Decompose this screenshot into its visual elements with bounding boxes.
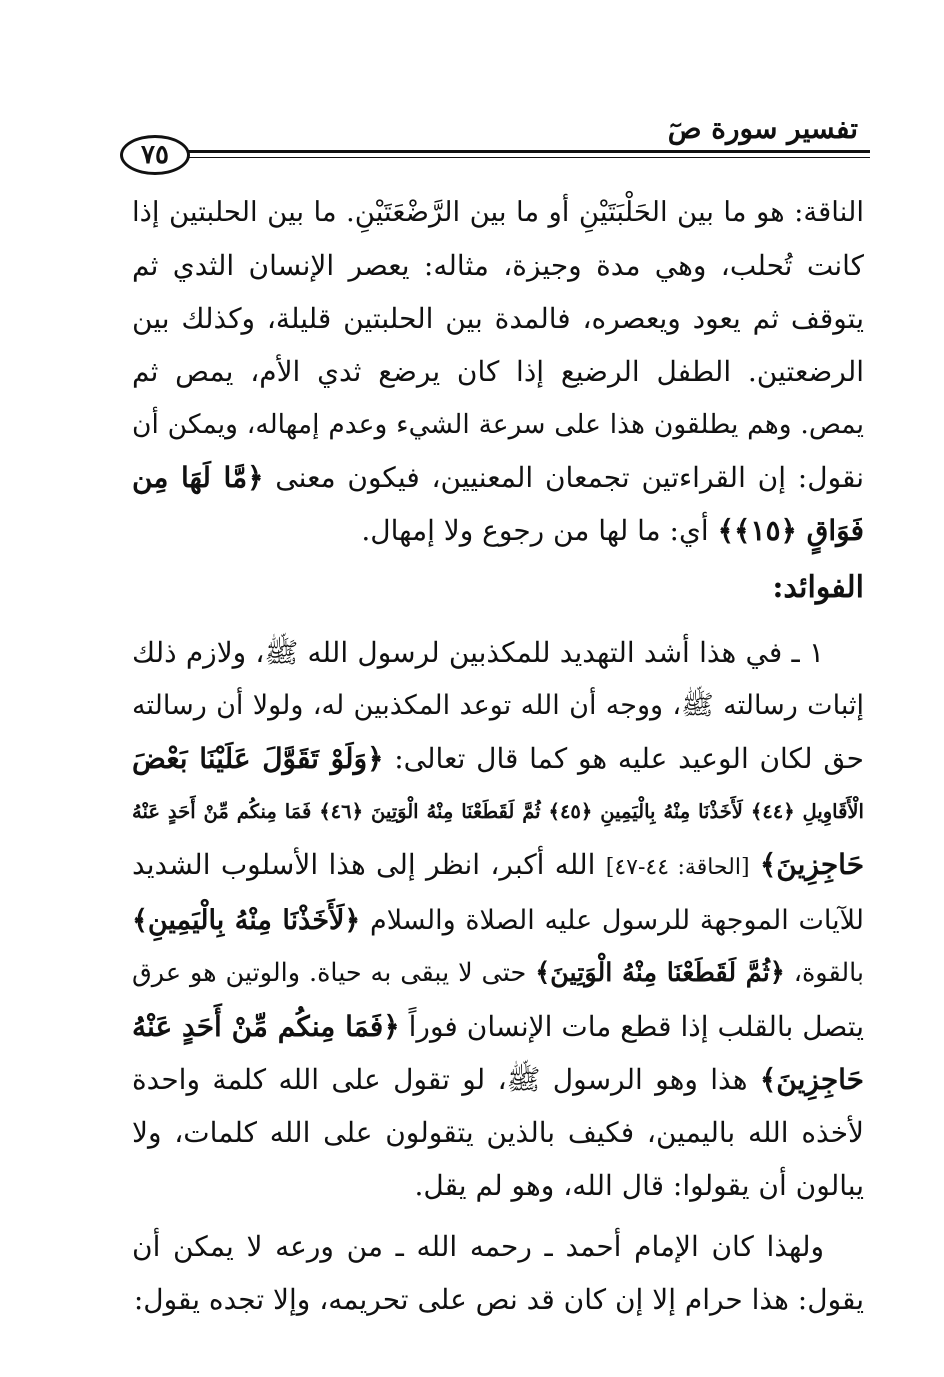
- verse-reference: [الحاقة: ٤٤-٤٧]: [605, 855, 750, 880]
- text-segment: أي: ما لها من رجوع ولا إمهال.: [361, 514, 709, 547]
- quran-verse: حَاجِزِينَ﴾: [759, 1063, 864, 1096]
- quran-verse: ﴿مَّا لَهَا مِن: [132, 461, 264, 494]
- section-heading: الفوائد:: [772, 570, 864, 605]
- text-segment: للآيات الموجهة للرسول عليه الصلاة والسلام: [369, 905, 864, 936]
- page-body: [132, 186, 864, 1326]
- page-header: [120, 108, 870, 178]
- page-number: ٧٥: [120, 135, 190, 175]
- text-line: لأخذه الله باليمين، فكيف بالذين يتقولون على الله كلمات، ولا: [132, 1116, 864, 1149]
- quran-verse-line: الْأَقَاوِيلِ ﴿٤٤﴾ لَأَخَذْنَا مِنْهُ بِالْيَمِينِ ﴿٤٥﴾ ثُمَّ لَقَطَعْنَا مِنْهُ الْوَتِينَ ﴿٤٦﴾ فَمَا مِنكُم مِّنْ أَحَدٍ عَنْهُ: [132, 800, 864, 823]
- text-line: يتوقف ثم يعود ويعصره، فالمدة بين الحلبتين قليلة، وكذلك بين: [132, 302, 864, 335]
- quran-verse: ﴿لَأَخَذْنَا مِنْهُ بِالْيَمِينِ﴾: [132, 905, 361, 936]
- text-segment: يتصل بالقلب إذا قطع مات الإنسان فوراً: [408, 1010, 864, 1043]
- quran-verse: ﴿وَلَوْ تَقَوَّلَ عَلَيْنَا بَعْضَ: [132, 742, 384, 775]
- paragraph-3: [132, 1220, 864, 1326]
- text-segment: حق لكان الوعيد عليه هو كما قال تعالى:: [394, 742, 864, 775]
- paragraph-2: [132, 626, 864, 1212]
- text-segment: بالقوة،: [793, 958, 865, 988]
- text-line: [132, 732, 864, 785]
- text-line: الناقة: هو ما بين الحَلْبَتَيْنِ أو ما بين الرَّضْعَتَيْنِ. ما بين الحلبتين إذا: [132, 196, 864, 228]
- text-line: يمص. وهم يطلقون هذا على سرعة الشيء وعدم إمهاله، ويمكن أن: [132, 409, 864, 440]
- text-line: ١ ـ في هذا أشد التهديد للمكذبين لرسول الله ﷺ، ولازم ذلك: [132, 636, 824, 669]
- text-line: [132, 451, 864, 504]
- text-line: [132, 1000, 864, 1053]
- quran-verse: حَاجِزِينَ﴾: [759, 848, 865, 881]
- text-line: إثبات رسالته ﷺ، ووجه أن الله توعد المكذبين له، ولولا أن رسالته: [132, 690, 864, 721]
- text-segment: حتى لا يبقى به حياة. والوتين هو عرق: [132, 958, 527, 988]
- text-line: يقول: هذا حرام إلا إن كان قد نص على تحريمه، وإلا تجده يقول:: [133, 1283, 864, 1316]
- running-title: تفسير سورة صٓ: [667, 112, 858, 145]
- text-line: يبالون أن يقولوا: قال الله، وهو لم يقل.: [414, 1169, 864, 1202]
- text-line: [132, 947, 864, 1000]
- text-segment: هذا وهو الرسول ﷺ، لو تقول على الله كلمة واحدة: [132, 1063, 748, 1096]
- text-segment: نقول: إن القراءتين تجمعان المعنيين، فيكون معنى: [275, 461, 864, 494]
- text-line: [132, 894, 864, 947]
- text-line: [132, 504, 864, 557]
- quran-verse: ﴿ثُمَّ لَقَطَعْنَا مِنْهُ الْوَتِينَ﴾: [535, 958, 785, 988]
- text-line: الرضعتين. الطفل الرضيع إذا كان يرضع ثدي الأم، يمص ثم: [132, 355, 864, 388]
- text-line: ولهذا كان الإمام أحمد ـ رحمه الله ـ من ورعه لا يمكن أن: [132, 1230, 824, 1263]
- text-segment: الله أكبر، انظر إلى هذا الأسلوب الشديد: [132, 848, 596, 881]
- text-line: [132, 1053, 864, 1106]
- text-line: كانت تُحلب، وهي مدة وجيزة، مثاله: يعصر الإنسان الثدي ثم: [132, 249, 864, 282]
- header-rule: [178, 150, 870, 158]
- quran-verse: فَوَاقٍ ﴿١٥﴾﴾: [717, 514, 864, 547]
- text-line: [132, 838, 864, 894]
- paragraph-1: [132, 186, 864, 557]
- quran-verse: ﴿فَمَا مِنكُم مِّنْ أَحَدٍ عَنْهُ: [132, 1010, 400, 1043]
